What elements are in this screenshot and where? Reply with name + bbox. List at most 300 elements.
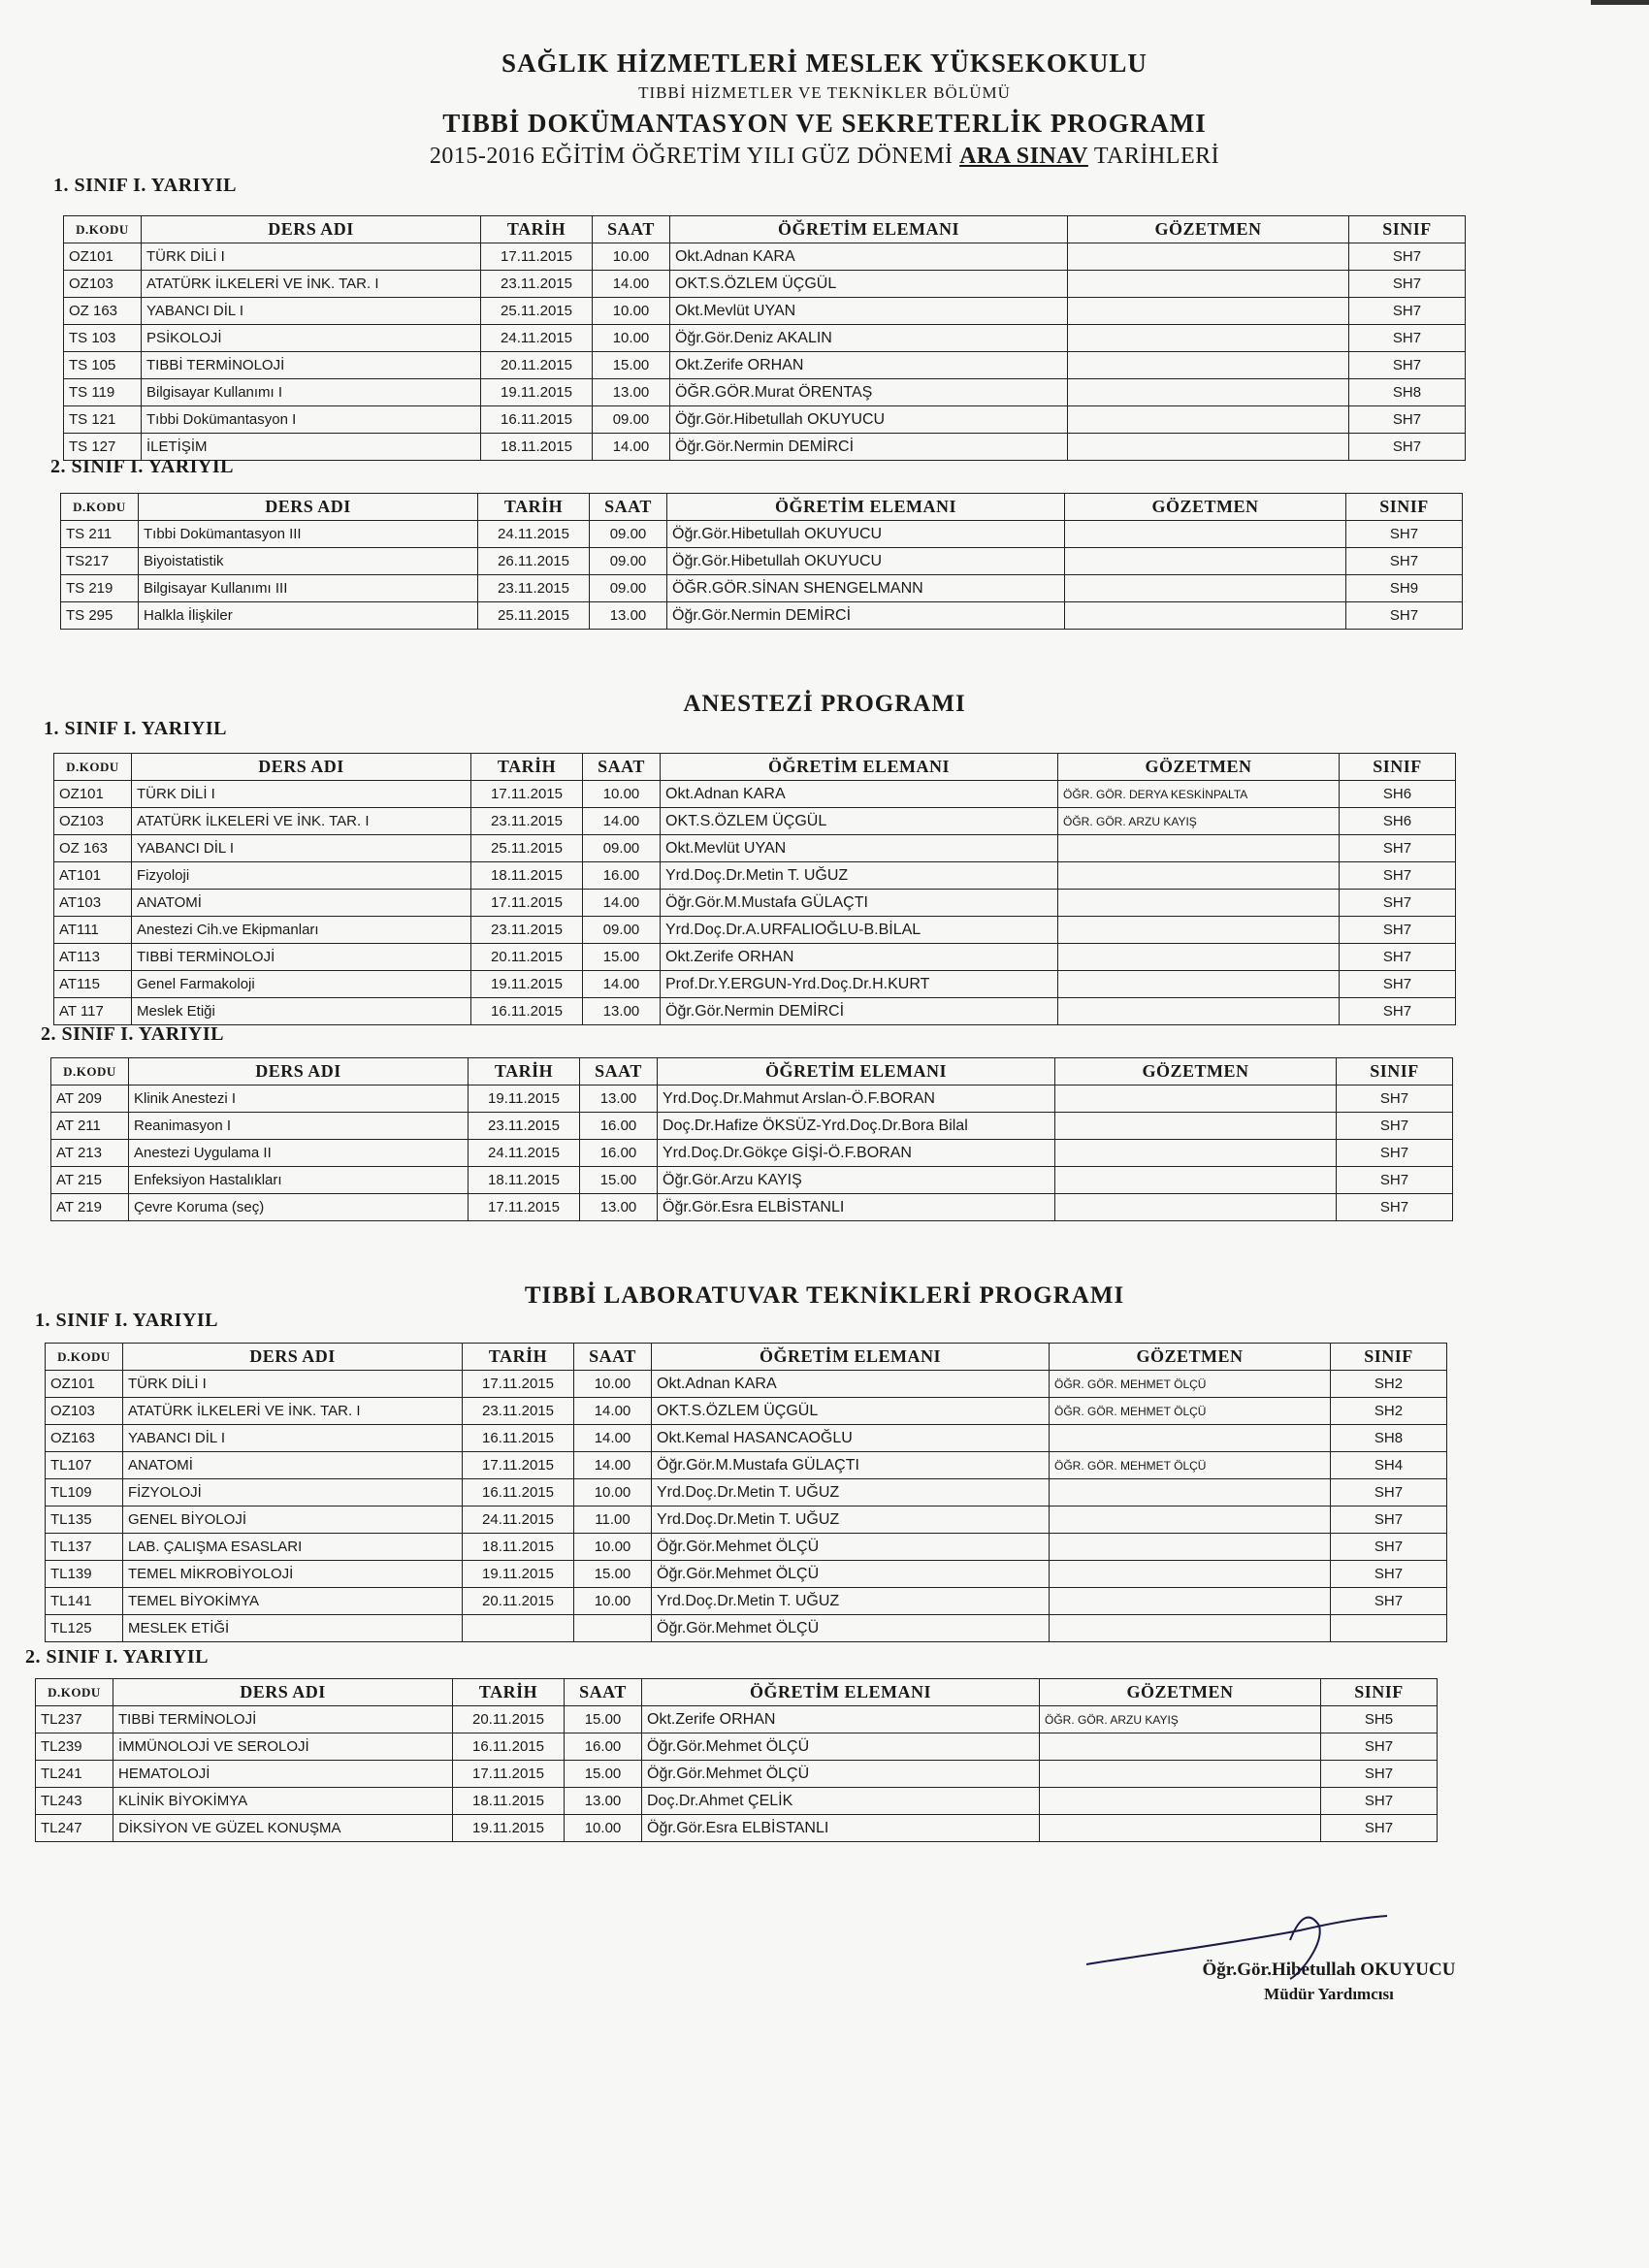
cell-date: 16.11.2015: [463, 1479, 574, 1507]
table-row: [64, 271, 1466, 298]
cell-date: 23.11.2015: [469, 1113, 580, 1140]
cell-code: AT115: [54, 971, 132, 998]
cell-code: TS 103: [64, 325, 142, 352]
cell-date: 23.11.2015: [481, 271, 593, 298]
cell-code: OZ101: [54, 781, 132, 808]
cell-course: Anestezi Cih.ve Ekipmanları: [132, 917, 471, 944]
term-title: 2015-2016 EĞİTİM ÖĞRETİM YILI GÜZ DÖNEMİ ARA SINAV TARİHLERİ: [429, 144, 1220, 169]
cell-lecturer: Öğr.Gör.Esra ELBİSTANLI: [658, 1194, 1055, 1221]
column-header-room: SINIF: [1349, 216, 1466, 243]
cell-code: OZ103: [54, 808, 132, 835]
cell-date: 20.11.2015: [453, 1706, 565, 1733]
cell-lecturer: Öğr.Gör.Mehmet ÖLÇÜ: [652, 1534, 1050, 1561]
cell-time: 14.00: [583, 808, 661, 835]
table-row: [46, 1398, 1447, 1425]
cell-date: 23.11.2015: [471, 808, 583, 835]
cell-room: SH7: [1340, 862, 1456, 890]
column-header-date: TARİH: [469, 1058, 580, 1085]
cell-time: 10.00: [593, 325, 670, 352]
cell-proctor: [1058, 917, 1340, 944]
column-header-course: DERS ADI: [123, 1344, 463, 1371]
cell-proctor: [1050, 1588, 1331, 1615]
signature-block: [1125, 1960, 1533, 2004]
cell-time: 15.00: [565, 1706, 642, 1733]
department-title: TIBBİ HİZMETLER VE TEKNİKLER BÖLÜMÜ: [638, 83, 1011, 102]
column-header-code: D.KODU: [46, 1344, 123, 1371]
cell-room: SH7: [1340, 971, 1456, 998]
cell-lecturer: Okt.Mevlüt UYAN: [670, 298, 1068, 325]
table-row: [46, 1452, 1447, 1479]
cell-date: 24.11.2015: [478, 521, 590, 548]
table-row: [61, 548, 1463, 575]
cell-date: 24.11.2015: [481, 325, 593, 352]
cell-lecturer: Yrd.Doç.Dr.Mahmut Arslan-Ö.F.BORAN: [658, 1085, 1055, 1113]
cell-date: 23.11.2015: [463, 1398, 574, 1425]
cell-date: 19.11.2015: [453, 1815, 565, 1842]
cell-course: TEMEL MİKROBİYOLOJİ: [123, 1561, 463, 1588]
cell-room: [1331, 1615, 1447, 1642]
cell-course: YABANCI DİL I: [123, 1425, 463, 1452]
cell-code: AT 215: [51, 1167, 129, 1194]
cell-lecturer: Okt.Zerife ORHAN: [670, 352, 1068, 379]
cell-course: TEMEL BİYOKİMYA: [123, 1588, 463, 1615]
cell-room: SH7: [1337, 1113, 1453, 1140]
table-header-row: [51, 1058, 1453, 1085]
column-header-proctor: GÖZETMEN: [1058, 754, 1340, 781]
cell-lecturer: Okt.Adnan KARA: [661, 781, 1058, 808]
cell-date: 17.11.2015: [471, 781, 583, 808]
cell-date: 17.11.2015: [453, 1761, 565, 1788]
cell-code: TL141: [46, 1588, 123, 1615]
cell-course: ANATOMİ: [123, 1452, 463, 1479]
cell-course: Biyoistatistik: [139, 548, 478, 575]
cell-date: 17.11.2015: [481, 243, 593, 271]
cell-proctor: [1058, 890, 1340, 917]
cell-proctor: [1040, 1733, 1321, 1761]
cell-proctor: [1065, 521, 1346, 548]
cell-date: 16.11.2015: [453, 1733, 565, 1761]
table-row: [54, 808, 1456, 835]
program-section-title: TIBBİ LABORATUVAR TEKNİKLERİ PROGRAMI: [524, 1282, 1125, 1309]
column-header-room: SINIF: [1346, 494, 1463, 521]
cell-room: SH7: [1346, 548, 1463, 575]
cell-proctor: [1068, 298, 1349, 325]
column-header-lecturer: ÖĞRETİM ELEMANI: [661, 754, 1058, 781]
cell-code: TL139: [46, 1561, 123, 1588]
cell-time: 14.00: [574, 1452, 652, 1479]
cell-code: TL135: [46, 1507, 123, 1534]
cell-time: 13.00: [583, 998, 661, 1025]
cell-proctor: [1050, 1561, 1331, 1588]
column-header-room: SINIF: [1331, 1344, 1447, 1371]
cell-proctor: [1068, 379, 1349, 406]
cell-time: 14.00: [574, 1398, 652, 1425]
cell-time: 10.00: [583, 781, 661, 808]
cell-room: SH7: [1337, 1140, 1453, 1167]
cell-code: TS217: [61, 548, 139, 575]
cell-time: 14.00: [583, 890, 661, 917]
cell-room: SH7: [1349, 298, 1466, 325]
cell-room: SH7: [1346, 602, 1463, 630]
exam-table: [45, 1343, 1447, 1642]
cell-lecturer: OKT.S.ÖZLEM ÜÇGÜL: [661, 808, 1058, 835]
cell-time: 10.00: [574, 1371, 652, 1398]
cell-room: SH7: [1331, 1588, 1447, 1615]
cell-proctor: [1055, 1167, 1337, 1194]
cell-course: Çevre Koruma (seç): [129, 1194, 469, 1221]
cell-date: 19.11.2015: [481, 379, 593, 406]
cell-proctor: [1058, 971, 1340, 998]
cell-lecturer: Öğr.Gör.Arzu KAYIŞ: [658, 1167, 1055, 1194]
cell-lecturer: Okt.Adnan KARA: [652, 1371, 1050, 1398]
table-row: [64, 325, 1466, 352]
table-row: [51, 1167, 1453, 1194]
cell-code: TL239: [36, 1733, 113, 1761]
cell-room: SH7: [1321, 1761, 1438, 1788]
table-row: [51, 1194, 1453, 1221]
program-section-title: ANESTEZİ PROGRAMI: [683, 691, 966, 717]
cell-room: SH7: [1340, 835, 1456, 862]
table-row: [54, 917, 1456, 944]
cell-date: 18.11.2015: [469, 1167, 580, 1194]
cell-room: SH7: [1340, 917, 1456, 944]
cell-lecturer: Yrd.Doç.Dr.Metin T. UĞUZ: [652, 1588, 1050, 1615]
table-row: [36, 1733, 1438, 1761]
cell-course: FİZYOLOJİ: [123, 1479, 463, 1507]
cell-date: 20.11.2015: [481, 352, 593, 379]
cell-lecturer: Okt.Zerife ORHAN: [642, 1706, 1040, 1733]
table-row: [54, 944, 1456, 971]
cell-code: AT 209: [51, 1085, 129, 1113]
cell-course: Fizyoloji: [132, 862, 471, 890]
cell-course: TIBBİ TERMİNOLOJİ: [132, 944, 471, 971]
school-title: SAĞLIK HİZMETLERİ MESLEK YÜKSEKOKULU: [501, 49, 1148, 78]
cell-room: SH5: [1321, 1706, 1438, 1733]
cell-lecturer: Öğr.Gör.Esra ELBİSTANLI: [642, 1815, 1040, 1842]
cell-room: SH7: [1340, 890, 1456, 917]
cell-code: OZ101: [46, 1371, 123, 1398]
cell-course: Bilgisayar Kullanımı III: [139, 575, 478, 602]
table-row: [46, 1615, 1447, 1642]
cell-course: Bilgisayar Kullanımı I: [142, 379, 481, 406]
cell-room: SH8: [1331, 1425, 1447, 1452]
table-header-row: [36, 1679, 1438, 1706]
table-row: [64, 434, 1466, 461]
cell-course: KLİNİK BİYOKİMYA: [113, 1788, 453, 1815]
cell-course: HEMATOLOJİ: [113, 1761, 453, 1788]
cell-room: SH7: [1337, 1194, 1453, 1221]
cell-room: SH7: [1349, 434, 1466, 461]
cell-time: 16.00: [580, 1113, 658, 1140]
cell-proctor: [1050, 1534, 1331, 1561]
cell-course: GENEL BİYOLOJİ: [123, 1507, 463, 1534]
cell-lecturer: Öğr.Gör.Mehmet ÖLÇÜ: [642, 1733, 1040, 1761]
cell-course: Halkla İlişkiler: [139, 602, 478, 630]
cell-code: TS 105: [64, 352, 142, 379]
cell-lecturer: ÖĞR.GÖR.Murat ÖRENTAŞ: [670, 379, 1068, 406]
cell-date: 24.11.2015: [469, 1140, 580, 1167]
cell-course: ATATÜRK İLKELERİ VE İNK. TAR. I: [123, 1398, 463, 1425]
cell-time: 13.00: [593, 379, 670, 406]
cell-date: 25.11.2015: [481, 298, 593, 325]
cell-course: MESLEK ETİĞİ: [123, 1615, 463, 1642]
column-header-code: D.KODU: [64, 216, 142, 243]
table-header-row: [46, 1344, 1447, 1371]
cell-code: OZ103: [64, 271, 142, 298]
cell-proctor: [1050, 1615, 1331, 1642]
cell-date: 26.11.2015: [478, 548, 590, 575]
cell-room: SH7: [1349, 271, 1466, 298]
cell-time: 15.00: [574, 1561, 652, 1588]
cell-course: TÜRK DİLİ I: [142, 243, 481, 271]
cell-time: 13.00: [580, 1085, 658, 1113]
cell-time: [574, 1615, 652, 1642]
exam-type: ARA SINAV: [959, 144, 1088, 169]
cell-lecturer: Öğr.Gör.M.Mustafa GÜLAÇTI: [661, 890, 1058, 917]
cell-lecturer: Öğr.Gör.Deniz AKALIN: [670, 325, 1068, 352]
cell-room: SH7: [1337, 1167, 1453, 1194]
cell-code: TL109: [46, 1479, 123, 1507]
cell-code: AT111: [54, 917, 132, 944]
table-row: [61, 521, 1463, 548]
column-header-proctor: GÖZETMEN: [1068, 216, 1349, 243]
cell-lecturer: Öğr.Gör.Mehmet ÖLÇÜ: [652, 1561, 1050, 1588]
column-header-code: D.KODU: [61, 494, 139, 521]
cell-date: 18.11.2015: [463, 1534, 574, 1561]
table-header-row: [64, 216, 1466, 243]
cell-room: SH9: [1346, 575, 1463, 602]
cell-course: YABANCI DİL I: [132, 835, 471, 862]
exam-table: [53, 753, 1456, 1025]
cell-proctor: [1068, 325, 1349, 352]
cell-code: OZ163: [46, 1425, 123, 1452]
cell-date: 25.11.2015: [478, 602, 590, 630]
cell-time: 14.00: [593, 434, 670, 461]
column-header-lecturer: ÖĞRETİM ELEMANI: [667, 494, 1065, 521]
cell-proctor: [1055, 1140, 1337, 1167]
table-row: [54, 971, 1456, 998]
cell-time: 16.00: [580, 1140, 658, 1167]
cell-proctor: [1040, 1788, 1321, 1815]
table-row: [46, 1479, 1447, 1507]
column-header-time: SAAT: [565, 1679, 642, 1706]
cell-time: 10.00: [593, 298, 670, 325]
cell-room: SH7: [1340, 998, 1456, 1025]
cell-lecturer: Yrd.Doç.Dr.Metin T. UĞUZ: [661, 862, 1058, 890]
cell-lecturer: Okt.Zerife ORHAN: [661, 944, 1058, 971]
cell-lecturer: Öğr.Gör.M.Mustafa GÜLAÇTI: [652, 1452, 1050, 1479]
cell-date: 17.11.2015: [463, 1452, 574, 1479]
cell-course: Tıbbi Dokümantasyon III: [139, 521, 478, 548]
table-row: [46, 1534, 1447, 1561]
cell-code: OZ101: [64, 243, 142, 271]
column-header-date: TARİH: [471, 754, 583, 781]
cell-code: OZ 163: [54, 835, 132, 862]
cell-course: YABANCI DİL I: [142, 298, 481, 325]
table-row: [54, 890, 1456, 917]
cell-course: Genel Farmakoloji: [132, 971, 471, 998]
table-row: [64, 379, 1466, 406]
column-header-date: TARİH: [481, 216, 593, 243]
cell-course: Meslek Etiği: [132, 998, 471, 1025]
cell-lecturer: Öğr.Gör.Mehmet ÖLÇÜ: [642, 1761, 1040, 1788]
table-row: [46, 1588, 1447, 1615]
column-header-course: DERS ADI: [113, 1679, 453, 1706]
cell-lecturer: Yrd.Doç.Dr.Gökçe GİŞİ-Ö.F.BORAN: [658, 1140, 1055, 1167]
cell-room: SH7: [1331, 1479, 1447, 1507]
exam-table: [50, 1057, 1453, 1221]
cell-course: Anestezi Uygulama II: [129, 1140, 469, 1167]
cell-proctor: [1065, 575, 1346, 602]
column-header-lecturer: ÖĞRETİM ELEMANI: [658, 1058, 1055, 1085]
cell-proctor: ÖĞR. GÖR. DERYA KESKİNPALTA: [1058, 781, 1340, 808]
cell-time: 10.00: [574, 1534, 652, 1561]
cell-lecturer: Okt.Kemal HASANCAOĞLU: [652, 1425, 1050, 1452]
signature-name: Öğr.Gör.Hibetullah OKUYUCU: [1202, 1960, 1456, 1980]
table-row: [46, 1561, 1447, 1588]
cell-date: 23.11.2015: [471, 917, 583, 944]
scan-edge-mark: [1591, 0, 1649, 5]
cell-room: SH7: [1349, 406, 1466, 434]
table-row: [46, 1371, 1447, 1398]
cell-proctor: [1058, 998, 1340, 1025]
table-row: [51, 1113, 1453, 1140]
column-header-code: D.KODU: [36, 1679, 113, 1706]
cell-course: DİKSİYON VE GÜZEL KONUŞMA: [113, 1815, 453, 1842]
cell-code: TL243: [36, 1788, 113, 1815]
cell-date: 19.11.2015: [471, 971, 583, 998]
cell-lecturer: Doç.Dr.Hafize ÖKSÜZ-Yrd.Doç.Dr.Bora Bilal: [658, 1113, 1055, 1140]
cell-code: AT101: [54, 862, 132, 890]
table-row: [51, 1140, 1453, 1167]
cell-lecturer: Öğr.Gör.Hibetullah OKUYUCU: [667, 548, 1065, 575]
cell-lecturer: Öğr.Gör.Nermin DEMİRCİ: [670, 434, 1068, 461]
cell-time: 13.00: [565, 1788, 642, 1815]
table-row: [64, 352, 1466, 379]
table-row: [54, 781, 1456, 808]
cell-time: 13.00: [590, 602, 667, 630]
cell-lecturer: Yrd.Doç.Dr.A.URFALIOĞLU-B.BİLAL: [661, 917, 1058, 944]
table-row: [54, 998, 1456, 1025]
cell-code: AT 219: [51, 1194, 129, 1221]
column-header-time: SAAT: [590, 494, 667, 521]
column-header-time: SAAT: [574, 1344, 652, 1371]
cell-code: TS 121: [64, 406, 142, 434]
column-header-proctor: GÖZETMEN: [1055, 1058, 1337, 1085]
cell-room: SH7: [1321, 1733, 1438, 1761]
cell-code: TL107: [46, 1452, 123, 1479]
table-row: [64, 298, 1466, 325]
cell-date: 23.11.2015: [478, 575, 590, 602]
column-header-date: TARİH: [453, 1679, 565, 1706]
cell-proctor: [1068, 434, 1349, 461]
signature-scribble-icon: [1067, 1906, 1416, 1984]
semester-label: 2. SINIF I. YARIYIL: [50, 456, 234, 477]
cell-room: SH7: [1349, 243, 1466, 271]
cell-course: TIBBİ TERMİNOLOJİ: [142, 352, 481, 379]
column-header-course: DERS ADI: [132, 754, 471, 781]
cell-code: TS 211: [61, 521, 139, 548]
cell-room: SH6: [1340, 781, 1456, 808]
cell-room: SH7: [1346, 521, 1463, 548]
cell-lecturer: OKT.S.ÖZLEM ÜÇGÜL: [670, 271, 1068, 298]
semester-label: 2. SINIF I. YARIYIL: [41, 1023, 224, 1045]
cell-proctor: ÖĞR. GÖR. MEHMET ÖLÇÜ: [1050, 1398, 1331, 1425]
semester-label: 1. SINIF I. YARIYIL: [35, 1310, 218, 1331]
cell-course: LAB. ÇALIŞMA ESASLARI: [123, 1534, 463, 1561]
column-header-date: TARİH: [463, 1344, 574, 1371]
cell-lecturer: Öğr.Gör.Nermin DEMİRCİ: [661, 998, 1058, 1025]
cell-date: 18.11.2015: [453, 1788, 565, 1815]
cell-time: 15.00: [583, 944, 661, 971]
cell-code: TL237: [36, 1706, 113, 1733]
cell-course: TIBBİ TERMİNOLOJİ: [113, 1706, 453, 1733]
cell-room: SH7: [1349, 325, 1466, 352]
cell-course: PSİKOLOJİ: [142, 325, 481, 352]
cell-proctor: [1050, 1425, 1331, 1452]
cell-proctor: ÖĞR. GÖR. MEHMET ÖLÇÜ: [1050, 1371, 1331, 1398]
cell-lecturer: OKT.S.ÖZLEM ÜÇGÜL: [652, 1398, 1050, 1425]
cell-time: 15.00: [593, 352, 670, 379]
table-row: [46, 1425, 1447, 1452]
cell-time: 09.00: [590, 521, 667, 548]
cell-date: 16.11.2015: [481, 406, 593, 434]
cell-proctor: [1068, 243, 1349, 271]
column-header-course: DERS ADI: [139, 494, 478, 521]
column-header-time: SAAT: [583, 754, 661, 781]
cell-lecturer: Öğr.Gör.Nermin DEMİRCİ: [667, 602, 1065, 630]
cell-proctor: [1055, 1194, 1337, 1221]
column-header-proctor: GÖZETMEN: [1050, 1344, 1331, 1371]
cell-date: 16.11.2015: [471, 998, 583, 1025]
cell-proctor: [1068, 406, 1349, 434]
cell-code: AT113: [54, 944, 132, 971]
cell-date: 16.11.2015: [463, 1425, 574, 1452]
cell-code: TL125: [46, 1615, 123, 1642]
table-row: [36, 1706, 1438, 1733]
cell-date: 19.11.2015: [463, 1561, 574, 1588]
cell-room: SH7: [1321, 1788, 1438, 1815]
column-header-course: DERS ADI: [129, 1058, 469, 1085]
cell-course: ATATÜRK İLKELERİ VE İNK. TAR. I: [142, 271, 481, 298]
exam-table: [63, 215, 1466, 461]
exam-table: [60, 493, 1463, 630]
cell-proctor: ÖĞR. GÖR. ARZU KAYIŞ: [1040, 1706, 1321, 1733]
cell-time: 15.00: [565, 1761, 642, 1788]
cell-code: AT 213: [51, 1140, 129, 1167]
cell-code: TS 127: [64, 434, 142, 461]
cell-room: SH6: [1340, 808, 1456, 835]
cell-code: TL247: [36, 1815, 113, 1842]
cell-time: 09.00: [593, 406, 670, 434]
cell-proctor: [1058, 835, 1340, 862]
cell-lecturer: ÖĞR.GÖR.SİNAN SHENGELMANN: [667, 575, 1065, 602]
cell-proctor: [1065, 602, 1346, 630]
cell-date: 24.11.2015: [463, 1507, 574, 1534]
cell-date: 20.11.2015: [463, 1588, 574, 1615]
table-row: [61, 575, 1463, 602]
table-row: [51, 1085, 1453, 1113]
cell-lecturer: Öğr.Gör.Hibetullah OKUYUCU: [667, 521, 1065, 548]
cell-time: 16.00: [583, 862, 661, 890]
table-row: [36, 1788, 1438, 1815]
cell-proctor: ÖĞR. GÖR. MEHMET ÖLÇÜ: [1050, 1452, 1331, 1479]
semester-label: 2. SINIF I. YARIYIL: [25, 1646, 209, 1668]
cell-time: 14.00: [593, 271, 670, 298]
cell-code: AT103: [54, 890, 132, 917]
cell-course: Reanimasyon I: [129, 1113, 469, 1140]
semester-label: 1. SINIF I. YARIYIL: [44, 718, 227, 739]
